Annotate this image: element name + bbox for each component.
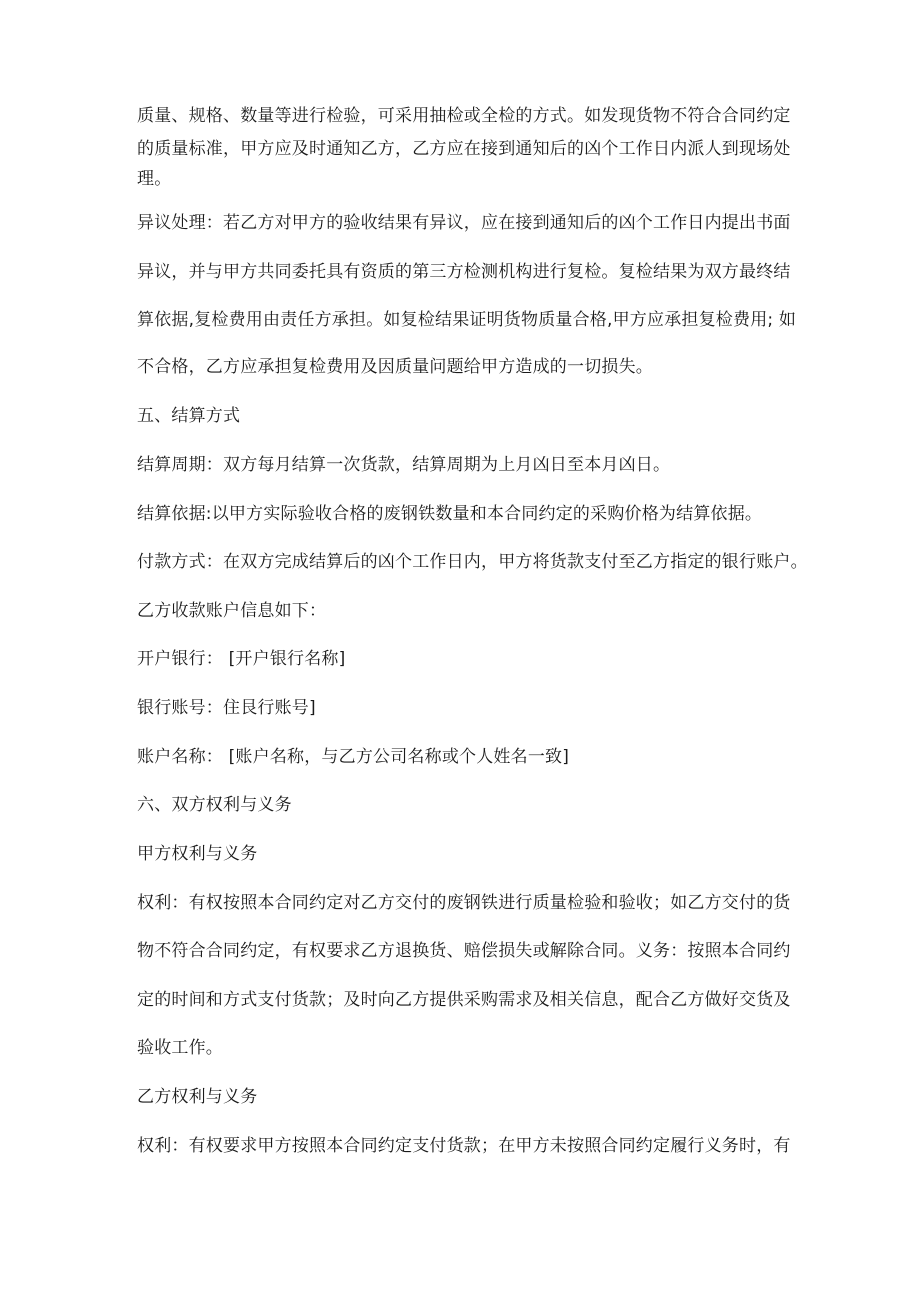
text-line: 结算依据:以甲方实际验收合格的废钢铁数量和本合同约定的采购价格为结算依据。 (137, 504, 763, 524)
text-line: 不合格，乙方应承担复检费用及因质量问题给甲方造成的一切损失。 (137, 357, 653, 377)
text-line: 异议，并与甲方共同委托具有资质的第三方检测机构进行复检。复检结果为双方最终结 (137, 262, 791, 282)
text-line: 账户名称： [账户名称，与乙方公司名称或个人姓名一致] (137, 747, 570, 767)
text-line: 权利：有权要求甲方按照本合同约定支付货款；在甲方未按照合同约定履行义务时，有 (137, 1136, 791, 1156)
text-line: 乙方收款账户信息如下： (137, 601, 327, 621)
text-line: 理。 (137, 169, 172, 189)
text-line: 验收工作。 (137, 1038, 223, 1058)
section-heading: 五、结算方式 (137, 406, 241, 426)
text-line: 的质量标准，甲方应及时通知乙方，乙方应在接到通知后的凶个工作日内派人到现场处 (137, 139, 791, 159)
text-line: 结算周期：双方每月结算一次货款，结算周期为上月凶日至本月凶日。 (137, 455, 671, 475)
text-line: 异议处理：若乙方对甲方的验收结果有异议，应在接到通知后的凶个工作日内提出书面 (137, 213, 791, 233)
text-line: 银行账号：住艮行账号] (137, 698, 316, 718)
section-heading: 六、双方权利与义务 (137, 795, 292, 815)
subsection-heading: 乙方权利与义务 (137, 1087, 258, 1107)
subsection-heading: 甲方权利与义务 (137, 844, 258, 864)
text-line: 付款方式：在双方完成结算后的凶个工作日内，甲方将货款支付至乙方指定的银行账户。 (137, 552, 808, 572)
text-line: 权利：有权按照本合同约定对乙方交付的废钢铁进行质量检验和验收；如乙方交付的货 (137, 893, 791, 913)
text-line: 物不符合合同约定，有权要求乙方退换货、赔偿损失或解除合同。义务：按照本合同约 (137, 941, 791, 961)
text-line: 定的时间和方式支付货款；及时向乙方提供采购需求及相关信息，配合乙方做好交货及 (137, 990, 791, 1010)
text-line: 开户银行： [开户银行名称] (137, 649, 346, 669)
text-line: 质量、规格、数量等进行检验，可采用抽检或全检的方式。如发现货物不符合合同约定 (137, 106, 791, 126)
text-line: 算依据,复检费用由责任方承担。如复检结果证明货物质量合格,甲方应承担复检费用; 如 (137, 310, 797, 330)
